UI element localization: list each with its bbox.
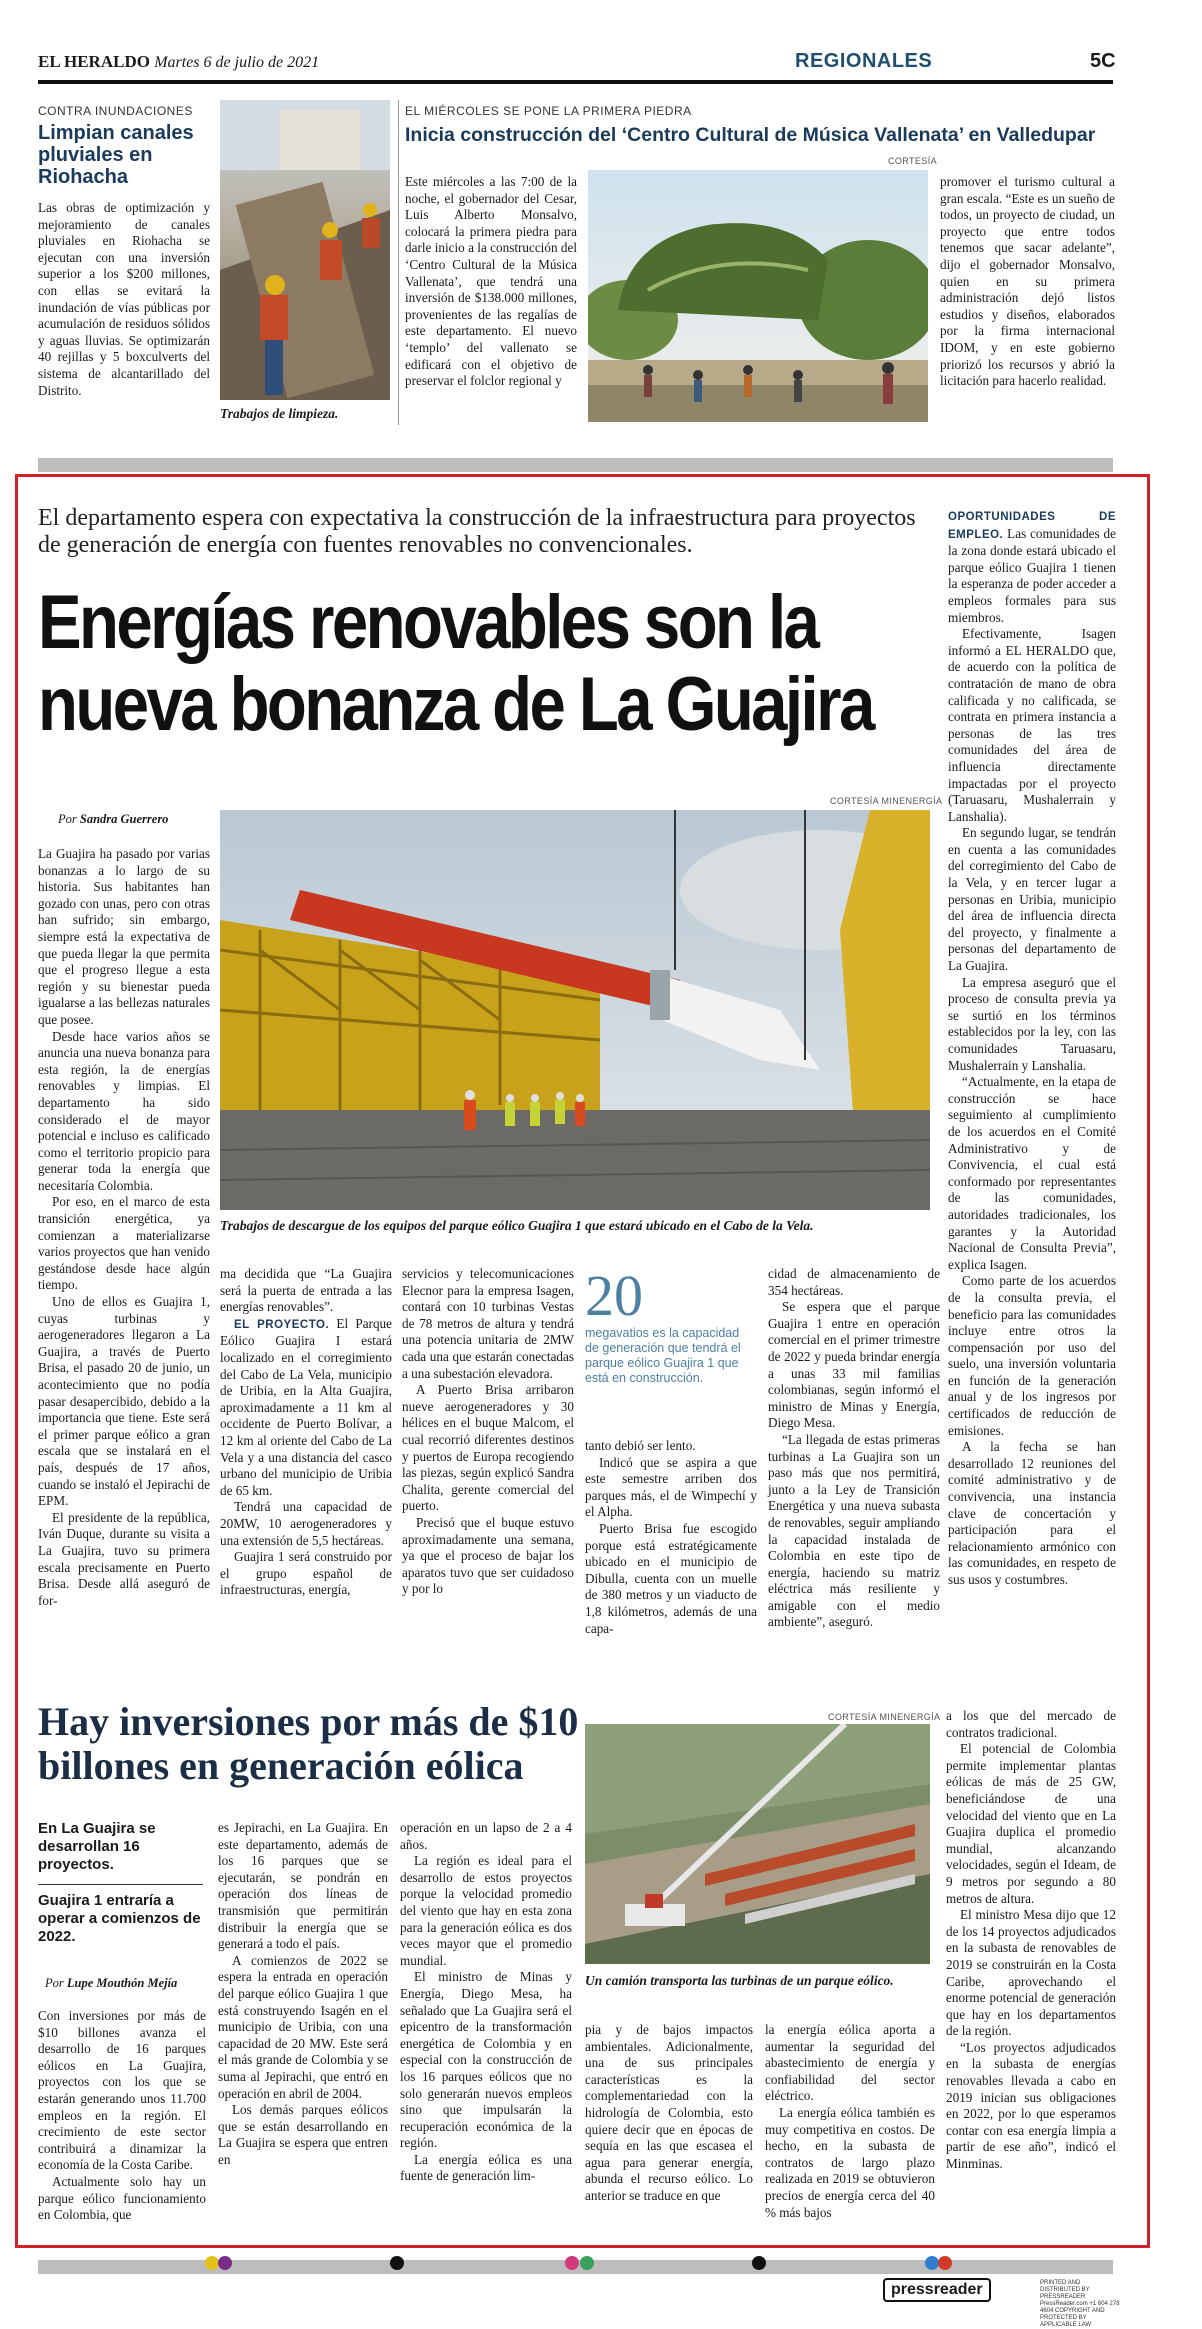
- story2-kicker: EL MIÉRCOLES SE PONE LA PRIMERA PIEDRA: [405, 104, 692, 118]
- second-byline: Por Lupe Mouthón Mejía: [45, 1976, 178, 1990]
- story2-col1: Este miércoles a las 7:00 de la noche, el gobernador del Cesar, Luis Alberto Monsalvo, colocará la primera piedra para darle inicio a la construcción del ‘Centro Cultural de la Música Vallenata’, que tendrá una inversión de $138.000 millones, provenientes de las regalías de este departamento. El nuevo ‘templo’ del vallenato se edificará con el objetivo de preservar el folclor regional y: [405, 174, 577, 389]
- page-number: 5C: [1090, 50, 1116, 72]
- story1-caption: Trabajos de limpieza.: [220, 406, 339, 421]
- column-divider: [398, 100, 399, 425]
- main-headline-line2: nueva bonanza de La Guajira: [38, 662, 873, 747]
- section-band: [38, 458, 1113, 472]
- pull-quote: [585, 1263, 755, 1386]
- second-lead1: En La Guajira se desarrollan 16 proyectos.: [38, 1820, 156, 1873]
- pressreader-notice: PRINTED AND DISTRIBUTED BY PRESSREADER PressReader.com +1 604 278 4604 COPYRIGHT AND PROTECTED BY APPLICABLE LAW: [1040, 2280, 1120, 2328]
- pull-quote-number: 20: [585, 1263, 643, 1328]
- second-lead2: Guajira 1 entraría a operar a comienzos de 2022.: [38, 1892, 201, 1945]
- second-col6: a los que del mercado de contratos tradicional. El potencial de Colombia permite implementar plantas eólicas de más de 25 GW, beneficiándose de una velocidad del viento que en La Guajira duplica el promedio mundial, alcanzando velocidades, según el Ideam, de 9 metros por segundo a 80 metros de altura. El ministro Mesa dijo que 12 de los 14 proyectos adjudicados en la subasta de renovables de 2019 se construirán en la Costa Caribe, aprovechando el enorme potencial de generación que hay en los departamentos de la región. “Los proyectos adjudicados en la subasta de energías renovables llevada a cabo en 2019 inician sus obligaciones en 2022, por lo que esperamos contar con esa energía limpia a partir de ese año”, indicó el Minminas.: [946, 1708, 1116, 2172]
- main-col2: ma decidida que “La Guajira será la puerta de entrada a las energías renovables”. EL PROYECTO. El Parque Eólico Guajira I estará localizado en el corregimiento del Cabo de La Vela, municipio de Uribia, en la Alta Guajira, aproximadamente a 11 km al occidente de Puerto Bolívar, a 12 km al oriente del Cabo de La Vela y a una distancia del casco urbano del municipio de Uribia de 65 km. Tendrá una capacidad de 20MW, 10 aerogeneradores y una extensión de 5,5 hectáreas. Guajira 1 será construido por el grupo español de infraestructuras, energía,: [220, 1266, 392, 1598]
- wind-turbine-unloading-image: [220, 810, 930, 1210]
- registration-dot: [205, 2256, 219, 2270]
- truck-turbines-image: [585, 1724, 930, 1964]
- main-col2-kicker: EL PROYECTO.: [234, 1318, 330, 1331]
- second-col1: Con inversiones por más de $10 billones avanza el desarrollo de 16 parques eólicos en La Guajira, proyectos con los que se estarán generando unos 11.700 empleos en la región. El crecimiento de este sector contribuirá a dinamizar la economía de la Costa Caribe. Actualmente solo hay un parque eólico funcionamiento en Colombia, que: [38, 2008, 206, 2223]
- story1-kicker: CONTRA INUNDACIONES: [38, 104, 193, 118]
- story1-body: Las obras de optimización y mejoramiento de canales pluviales en Riohacha se ejecutan con una inversión superior a los $200 millones, con ellas se evitará la inundación de vías públicas por acumulación de residuos sólidos y aguas lluvias. Se optimizarán 40 rejillas y 5 boxculverts del sistema de alcantarillado del Distrito.: [38, 200, 210, 398]
- registration-dot: [938, 2256, 952, 2270]
- section-name: REGIONALES: [795, 50, 933, 72]
- main-deck: El departamento espera con expectativa la construcción de la infraestructura para proyectos de generación de energía con fuentes renovables no convencionales.: [38, 505, 916, 558]
- registration-dot: [925, 2256, 939, 2270]
- main-col1: La Guajira ha pasado por varias bonanzas a lo largo de su historia. Sus habitantes han gozado con unas, pero con otras han sufrido; sin embargo, siempre está la expectativa de que pueda llegar la que permita que el progreso llegue a esta región y su bienestar pueda igualarse a las bellezas naturales que posee. Desde hace varios años se anuncia una nueva bonanza para esta región, la de energías renovables y limpias. El departamento ha sido considerado el de mayor potencial e incluso es calificado como el territorio propicio para generar toda la energía que necesitaría Colombia. Por eso, en el marco de esta transición energética, ya comienzan a materializarse varios proyectos que han venido gestándose desde hace algún tiempo. Uno de ellos es Guajira 1, cuyas turbinas y aerogeneradores llegaron a La Guajira, a través de Puerto Brisa, el pasado 20 de junio, un acontecimiento que no podía pasar desapercibido, debido a la importancia que tiene. Este será el primer parque eólico a gran escala que se instalará en el país, después de 17 años, cuando se instaló el Jepirachi de EPM. El presidente de la república, Iván Duque, durante su visita a La Guajira, tuvo su primera escala precisamente en Puerto Brisa. Desde allá aseguró de for-: [38, 846, 210, 1608]
- header-rule: [38, 80, 1113, 84]
- main-col6: OPORTUNIDADES DE EMPLEO. Las comunidades de la zona donde estará ubicado el parque eólico Guajira 1 tienen la esperanza de poder acceder a empleos formales para sus miembros. Efectivamente, Isagen informó a EL HERALDO que, de acuerdo con la política de contratación de mano de obra calificada y no calificada, se contrata en primera instancia a personas de las tres comunidades del área de influencia directamente impactadas por el proyecto (Taruasaru, Mushalerrain y Lanshalia). En segundo lugar, se tendrán en cuenta a las comunidades del corregimiento del Cabo de la Vela, y en tercer lugar a personas en Uribia, municipio del área de influencia directa del proyecto, y finalmente a personas del departamento de La Guajira. La empresa aseguró que el proceso de consulta previa ya se surtió en los términos establecidos por la ley, con las comunidades Taruasaru, Mushalerrain y Lanshalia. “Actualmente, en la etapa de construcción se hace seguimiento al cumplimiento de los acuerdos en el Comité Administrativo y de Convivencia, el cual está conformado por representantes de las comunidades, autoridades tradicionales, los garantes y la Autoridad Nacional de Consulta Previa”, explica Isagen. Como parte de los acuerdos de la consulta previa, el beneficio para las comunidades incluye entre otros la compensación por uso del suelo, una inversión voluntaria en función de la generación anual y de los ingresos por certificados de reducción de emisiones. A la fecha se han desarrollado 12 reuniones del comité administrativo y de convivencia, una instancia clave de concertación y participación para el relacionamiento armónico con las comunidades, en respeto de sus usos y costumbres.: [948, 511, 1116, 1587]
- pull-quote-text: megavatios es la capacidad de generación que tendrá el parque eólico Guajira 1 que está en construcción.: [585, 1326, 741, 1385]
- main-col6-kicker: OPORTUNIDADES DE EMPLEO.: [948, 511, 1116, 541]
- main-col3: servicios y telecomunicaciones Elecnor para la empresa Isagen, contará con 10 turbinas Vestas de 78 metros de altura y tendrá una potencia unitaria de 2MW cada una que estarán conectadas a una subestación elevadora. A Puerto Brisa arribaron nueve aerogeneradores y 30 hélices en el buque Malcom, el cual recorrió diferentes destinos y puertos de Europa recogiendo las piezas, según explicó Sandra Chalita, gerente comercial del puerto. Precisó que el buque estuvo aproximadamente una semana, ya que el proceso de bajar los aparatos tuvo que ser cuidadoso y por lo: [402, 1266, 574, 1597]
- lead-divider: [38, 1884, 203, 1885]
- cultural-center-render-image: [588, 170, 928, 422]
- story2-col2: promover el turismo cultural a gran escala. “Este es un sueño de todos, un proyecto de ciudad, un proyecto que entre todos tenemos que sacar adelante”, dijo el gobernador Monsalvo, quien en su primera administración dejó listos estudios y diseños, elaborados por la firma internacional IDOM, y en este gobierno priorizó los recursos y abrió la licitación para hacerlo realidad.: [940, 174, 1115, 389]
- second-col2: es Jepirachi, en La Guajira. En este departamento, además de los 16 parques que se ejecutarán, se pondrán en operación dos líneas de transmisión que permitirán distribuir la energía que se generará a todo el país. A comienzos de 2022 se espera la entrada en operación del parque eólico Guajira 1 que está construyendo Isagén en el municipio de Uribia, con una capacidad de 20 MW. Este será el más grande de Colombia y se suma al Jepirachi, que entró en operación en abril de 2004. Los demás parques eólicos que se están desarrollando en La Guajira se espera que entren en: [218, 1820, 388, 2167]
- workers-cleaning-canal-image: [220, 100, 390, 400]
- second-photo-credit: CORTESÍA MINENERGÍA: [828, 1712, 941, 1722]
- story1-photo: [220, 100, 390, 400]
- registration-dot: [218, 2256, 232, 2270]
- main-headline-line1: Energías renovables son la: [38, 580, 818, 665]
- issue-date: Martes 6 de julio de 2021: [154, 54, 320, 71]
- main-headline: [38, 580, 873, 747]
- main-caption: Trabajos de descargue de los equipos del parque eólico Guajira 1 que estará ubicado en el Cabo de la Vela.: [220, 1218, 814, 1233]
- main-photo: [220, 810, 930, 1210]
- second-photo: [585, 1724, 930, 1964]
- main-byline: Por Sandra Guerrero: [58, 812, 169, 826]
- registration-dot: [390, 2256, 404, 2270]
- main-col4: tanto debió ser lento. Indicó que se aspira a que este semestre arriben dos parques más, el de Wimpechí y el Alpha. Puerto Brisa fue escogido porque está estratégicamente ubicado en el municipio de Dibulla, cuenta con un muelle de 380 metros y un viaducto de 1,8 kilómetros, además de una capa-: [585, 1438, 757, 1636]
- story2-photo: [588, 170, 928, 422]
- registration-dot: [752, 2256, 766, 2270]
- main-col5: cidad de almacenamiento de 354 hectáreas. Se espera que el parque Guajira 1 entre en operación comercial en el primer trimestre de 2022 y pueda brindar energía a unas 33 mil familias colombianas, según informó el ministro de Minas y Energía, Diego Mesa. “La llegada de estas primeras turbinas a La Guajira son un paso más que nos permitirá, junto a la Ley de Transición Energética y una nueva subasta de renovables, seguir ampliando la capacidad instalada de Colombia en este tipo de energía, haciendo su matriz eléctrica más resiliente y amigable con el medio ambiente”, aseguró.: [768, 1266, 940, 1630]
- main-photo-credit: CORTESÍA MINENERGÍA: [830, 796, 943, 806]
- pressreader-logo[interactable]: pressreader: [883, 2278, 991, 2302]
- registration-dot: [565, 2256, 579, 2270]
- registration-dot: [580, 2256, 594, 2270]
- second-col5: la energía eólica aporta a aumentar la seguridad del abastecimiento de energía y confiabilidad del sector eléctrico. La energía eólica también es muy competitiva en costos. De hecho, en la subasta de contratos de largo plazo realizada en 2019 se obtuvieron precios de energía cerca del 40 % más bajos: [765, 2022, 935, 2220]
- story2-title: Inicia construcción del ‘Centro Cultural de Música Vallenata’ en Valledupar: [405, 124, 1096, 146]
- second-col4: pia y de bajos impactos ambientales. Adicionalmente, una de sus principales características es la complementariedad con la hidrología de Colombia, esto quiere decir que en épocas de sequía en las que escasea el agua para generar energía, abunda el recurso eólico. Lo anterior se traduce en que: [585, 2022, 753, 2203]
- story2-photo-credit: CORTESÍA: [888, 156, 938, 166]
- second-col3: operación en un lapso de 2 a 4 años. La región es ideal para el desarrollo de estos proyectos porque la velocidad promedio del viento que hay en esta zona para la generación eólica es dos veces mayor que el promedio mundial. El ministro de Minas y Energía, Diego Mesa, ha señalado que La Guajira será el epicentro de la transformación energética de Colombia y en especial con la construcción de los 16 parques eólicos que no solo generarán nuevos empleos sino que impulsarán la recuperación económica de la región. La energía eólica es una fuente de generación lim-: [400, 1820, 572, 2184]
- story1-title: Limpian canales pluviales en Riohacha: [38, 122, 194, 188]
- newspaper-name: EL HERALDO Martes 6 de julio de 2021: [38, 52, 320, 71]
- second-headline: Hay inversiones por más de $10 billones en generación eólica: [38, 1699, 579, 1788]
- second-caption: Un camión transporta las turbinas de un parque eólico.: [585, 1973, 894, 1988]
